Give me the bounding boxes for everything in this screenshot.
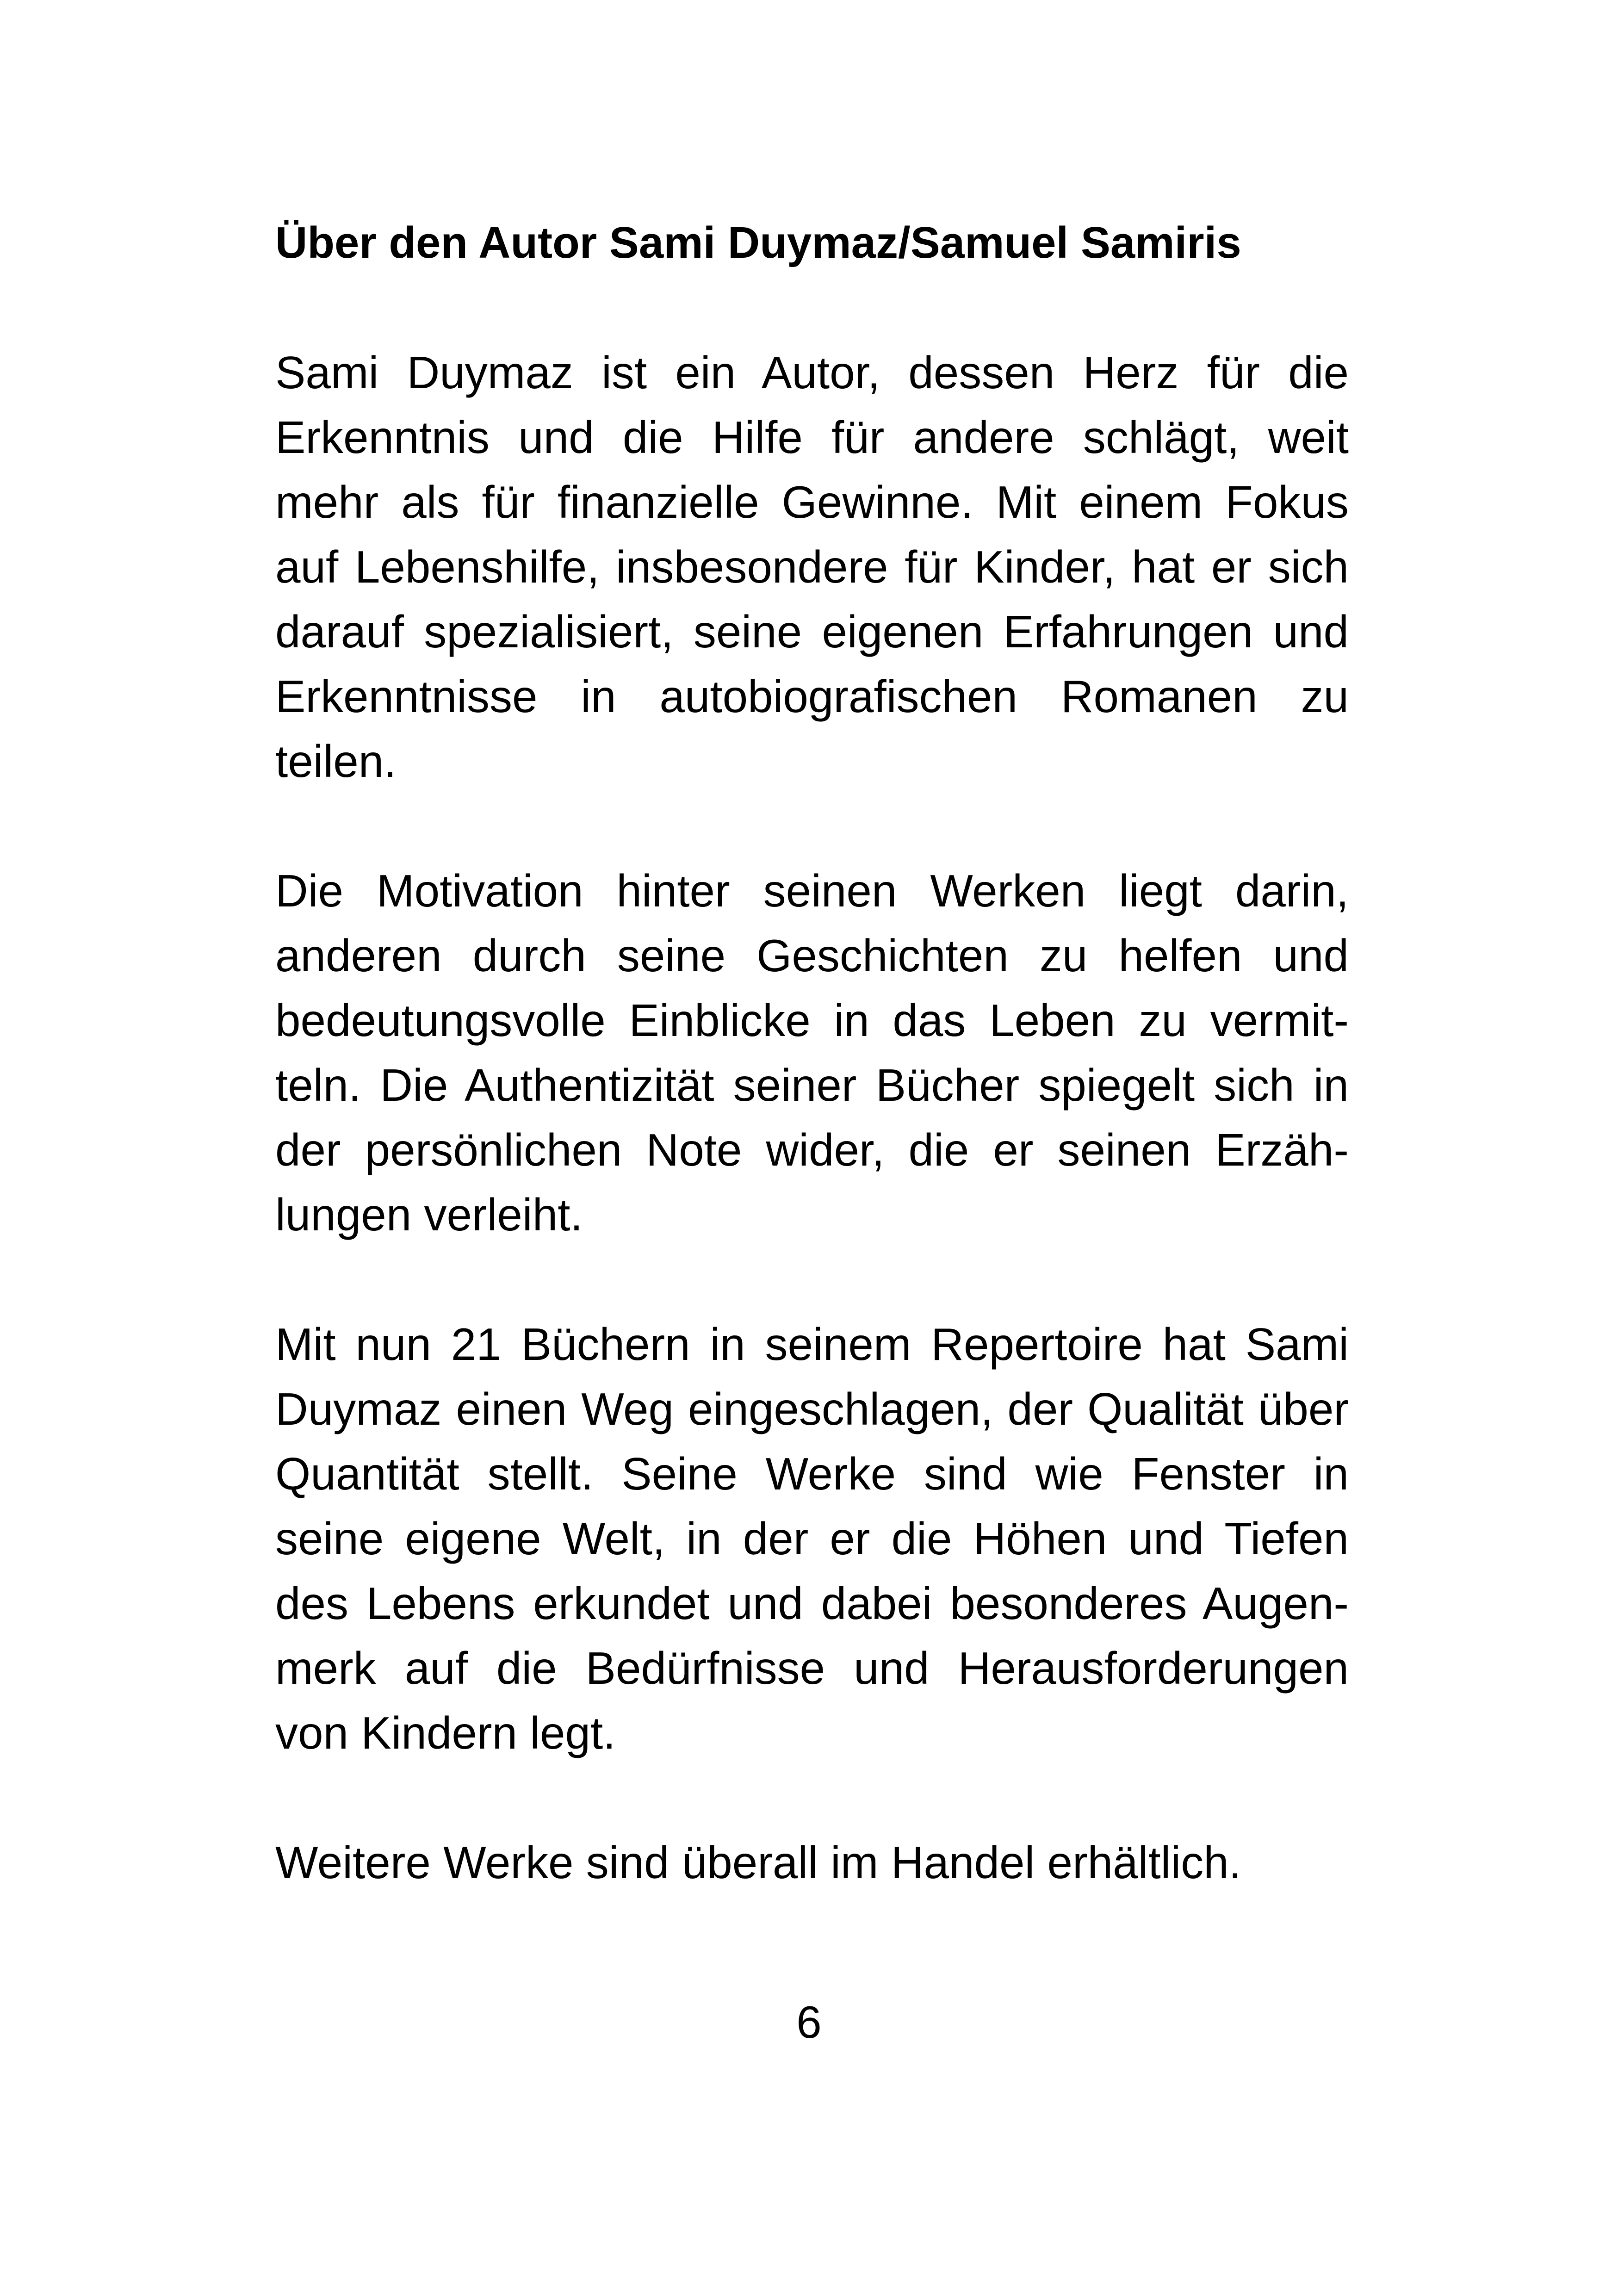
page-content xyxy=(275,211,1349,1895)
closing-line: Weitere Werke sind überall im Handel erhältlich. xyxy=(275,1837,1241,1888)
page-title: Über den Autor Sami Duymaz/Samuel Samiris xyxy=(275,218,1241,267)
spacer xyxy=(275,1765,1349,1830)
paragraph-1: Sami Duymaz ist ein Autor, dessen Herz für die Erkenntnis und die Hilfe für andere schlägt, weit mehr als für finanzielle Gewinne. Mit einem Fokus auf Lebenshilfe, insbesondere für Kinder, hat er sich darauf spezialisiert, seine eigenen Erfahrungen und Erkenntnisse in autobiografischen Romanen zu teilen. xyxy=(275,347,1349,787)
spacer xyxy=(275,275,1349,340)
spacer xyxy=(275,794,1349,858)
spacer xyxy=(275,1247,1349,1312)
paragraph-2: Die Motivation hinter seinen Werken liegt darin, anderen durch seine Geschichten zu helfen und bedeutungsvolle Einblicke in das Leben zu vermitteln. Die Authentizität seiner Bücher spiegelt sich in der persönlichen Note wider, die er seinen Erzählungen verleiht. xyxy=(275,865,1349,1240)
paragraph-3: Mit nun 21 Büchern in seinem Repertoire hat Sami Duymaz einen Weg eingeschlagen, der Qualität über Quantität stellt. Seine Werke sind wie Fenster in seine eigene Welt, in der er die Höhen und Tiefen des Lebens erkundet und dabei besonderes Augenmerk auf die Bedürfnisse und Herausforderungen von Kindern legt. xyxy=(275,1319,1349,1758)
page-number: 6 xyxy=(796,1997,822,2048)
